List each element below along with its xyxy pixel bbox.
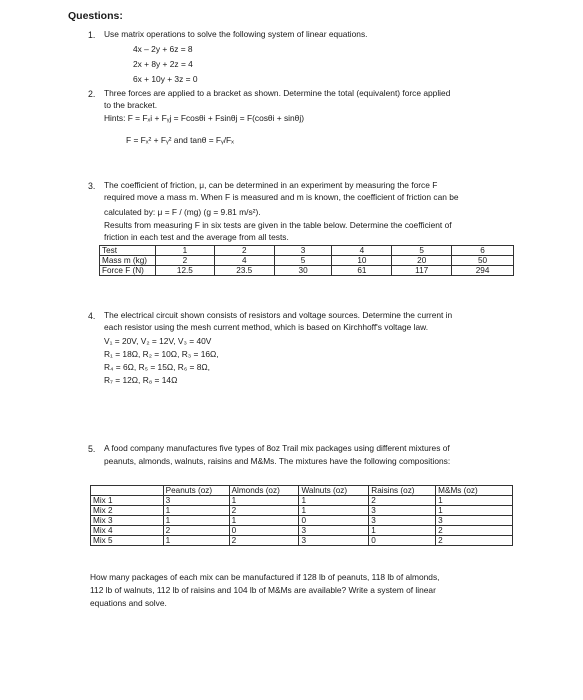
q1-prompt: Use matrix operations to solve the following system of linear equations. (104, 29, 368, 39)
row-label-cell: Force F (N) (100, 266, 156, 276)
q2-hint-1: Hints: F = Fₓi + Fᵧj = Fcosθi + Fsinθj = F(cosθi + sinθj) (104, 113, 304, 123)
table-row (91, 506, 513, 516)
column-header: Raisins (oz) (369, 486, 436, 496)
table-cell: 1 (229, 496, 299, 506)
row-label-cell: Mass m (kg) (100, 256, 156, 266)
row-label-cell: Mix 1 (91, 496, 164, 506)
row-label-cell: Mix 2 (91, 506, 164, 516)
column-header: Walnuts (oz) (299, 486, 369, 496)
table-cell: 12.5 (155, 266, 214, 276)
table-row (91, 496, 513, 506)
table-cell: 3 (369, 506, 436, 516)
q3-line-2: required move a mass m. When F is measured and m is known, the coefficient of friction can be (104, 192, 459, 202)
table-row (100, 246, 514, 256)
table-cell: 2 (229, 536, 299, 546)
q5-after-3: equations and solve. (90, 598, 167, 608)
q1-number: 1. (88, 30, 96, 40)
q5-number: 5. (88, 444, 96, 454)
q4-line-2: each resistor using the mesh current method, which is based on Kirchhoff's voltage law. (104, 322, 429, 332)
row-label-cell: Test (100, 246, 156, 256)
table-cell: 2 (155, 256, 214, 266)
q3-line-3: calculated by: μ = F / (mg) (g = 9.81 m/s²). (104, 207, 261, 217)
table-cell: 10 (332, 256, 392, 266)
q2-hint-2: F = Fₓ² + Fᵧ² and tanθ = Fᵧ/Fₓ (126, 135, 234, 145)
q3-line-1: The coefficient of friction, μ, can be determined in an experiment by measuring the force F (104, 180, 438, 190)
table-row (100, 256, 514, 266)
table-cell: 2 (369, 496, 436, 506)
table-cell: 23.5 (214, 266, 274, 276)
column-header (91, 486, 164, 496)
q3-line-4: Results from measuring F in six tests are given in the table below. Determine the coefficient of (104, 220, 452, 230)
table-cell: 2 (229, 506, 299, 516)
row-label-cell: Mix 3 (91, 516, 164, 526)
table-cell: 3 (299, 536, 369, 546)
table-cell: 3 (436, 516, 513, 526)
q1-equation-2: 2x + 8y + 2z = 4 (133, 59, 193, 69)
table-cell: 6 (452, 246, 514, 256)
table-cell: 117 (392, 266, 452, 276)
q3-line-5: friction in each test and the average from all tests. (104, 232, 289, 242)
table-cell: 3 (274, 246, 332, 256)
trail-mix-table (90, 485, 513, 546)
q4-resistors-3: R₇ = 12Ω, R₈ = 14Ω (104, 375, 178, 385)
table-cell: 5 (274, 256, 332, 266)
page-heading: Questions: (68, 10, 123, 22)
table-cell: 3 (163, 496, 229, 506)
table-cell: 1 (163, 536, 229, 546)
q2-number: 2. (88, 89, 96, 99)
q3-number: 3. (88, 181, 96, 191)
table-cell: 1 (163, 506, 229, 516)
table-cell: 294 (452, 266, 514, 276)
table-cell: 3 (369, 516, 436, 526)
table-cell: 1 (155, 246, 214, 256)
table-cell: 61 (332, 266, 392, 276)
table-cell: 2 (163, 526, 229, 536)
table-header-row (91, 486, 513, 496)
table-row (91, 516, 513, 526)
table-cell: 50 (452, 256, 514, 266)
table-cell: 30 (274, 266, 332, 276)
table-cell: 1 (369, 526, 436, 536)
q4-line-1: The electrical circuit shown consists of resistors and voltage sources. Determine the current in (104, 310, 453, 320)
table-cell: 1 (229, 516, 299, 526)
table-cell: 0 (229, 526, 299, 536)
table-cell: 1 (436, 506, 513, 516)
table-cell: 4 (332, 246, 392, 256)
table-cell: 1 (163, 516, 229, 526)
friction-results-table (99, 245, 514, 276)
table-row (91, 526, 513, 536)
q1-equation-1: 4x – 2y + 6z = 8 (133, 44, 193, 54)
q4-resistors-1: R₁ = 18Ω, R₂ = 10Ω, R₃ = 16Ω, (104, 349, 219, 359)
q4-resistors-2: R₄ = 6Ω, R₅ = 15Ω, R₆ = 8Ω, (104, 362, 210, 372)
table-cell: 3 (299, 526, 369, 536)
q5-after-1: How many packages of each mix can be manufactured if 128 lb of peanuts, 118 lb of almonds, (90, 572, 440, 582)
q4-number: 4. (88, 311, 96, 321)
table-cell: 4 (214, 256, 274, 266)
column-header: M&Ms (oz) (436, 486, 513, 496)
q4-voltages: V₁ = 20V, V₂ = 12V, V₃ = 40V (104, 336, 212, 346)
column-header: Almonds (oz) (229, 486, 299, 496)
q2-line-1: Three forces are applied to a bracket as shown. Determine the total (equivalent) force applied (104, 88, 451, 98)
table-cell: 2 (214, 246, 274, 256)
column-header: Peanuts (oz) (163, 486, 229, 496)
table-cell: 1 (299, 506, 369, 516)
q5-line-2: peanuts, almonds, walnuts, raisins and M&Ms. The mixtures have the following compositions: (104, 456, 451, 466)
row-label-cell: Mix 4 (91, 526, 164, 536)
q1-equation-3: 6x + 10y + 3z = 0 (133, 74, 198, 84)
q5-after-2: 112 lb of walnuts, 112 lb of raisins and 104 lb of M&Ms are available? Write a system of linear (90, 585, 436, 595)
table-cell: 2 (436, 526, 513, 536)
table-cell: 0 (369, 536, 436, 546)
table-row (100, 266, 514, 276)
q2-line-2: to the bracket. (104, 100, 158, 110)
table-cell: 1 (299, 496, 369, 506)
row-label-cell: Mix 5 (91, 536, 164, 546)
table-cell: 5 (392, 246, 452, 256)
table-cell: 0 (299, 516, 369, 526)
table-row (91, 536, 513, 546)
table-cell: 2 (436, 536, 513, 546)
table-cell: 1 (436, 496, 513, 506)
table-cell: 20 (392, 256, 452, 266)
q5-line-1: A food company manufactures five types of 8oz Trail mix packages using different mixtures of (104, 443, 450, 453)
